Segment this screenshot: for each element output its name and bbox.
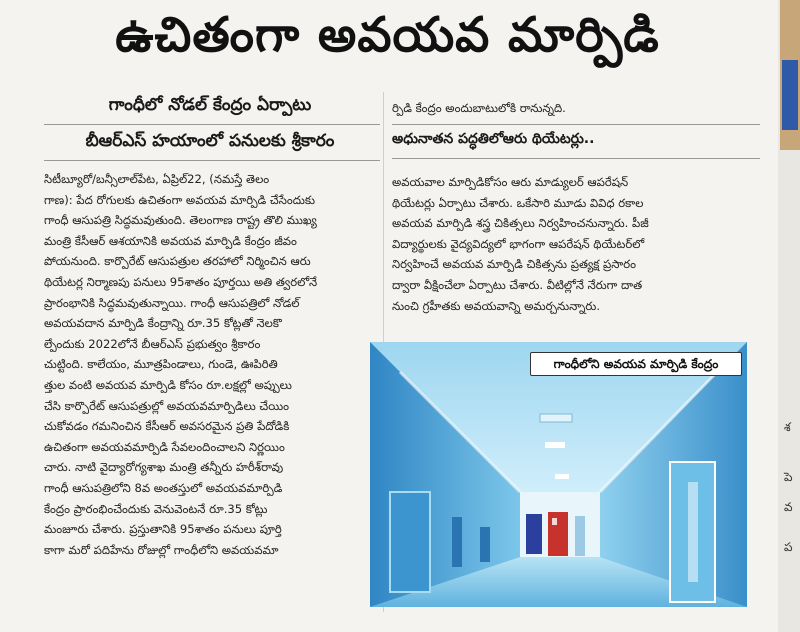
text-line: సిటీబ్యూరో/బన్సీలాల్‌పేట, ఏప్రిల్22, (నమస్తే తెలం: [44, 172, 270, 186]
adjacent-page-edge: [778, 0, 800, 632]
text-line: మంత్రి కేసీఆర్ ఆశయానికి అవయవ మార్పిడి కేంద్రం జీవం: [44, 233, 297, 248]
subhead-1: గాంధీలో నోడల్ కేంద్రం ఏర్పాటు: [108, 95, 312, 115]
edge-glyph: పె: [784, 470, 793, 484]
text-line: ల్పేందుకు 2022లోనే బీఆర్ఎస్ ప్రభుత్వం శ్రీకారం: [44, 336, 261, 351]
text-line: ర్పిడి కేంద్రం అందుబాటులోకి రానున్నది.: [392, 101, 566, 115]
edge-glyph: శ: [784, 420, 791, 434]
text-line: ద్వారా వీక్షించేలా ఏర్పాటు చేశారు. వీటిల్లోనే నేరుగా దాత: [392, 277, 643, 292]
text-line: థియేటర్ల నిర్మాణపు పనులు 95శాతం పూర్తయి అతి త్వరలోనే: [44, 274, 318, 289]
photo-caption: గాంధీలోని అవయవ మార్పిడి కేంద్రం: [530, 352, 742, 376]
text-line: ఉచితంగా అవయవమార్పిడి సేవలందించాలని నిర్ణయిం: [44, 439, 285, 454]
subhead-2: బీఆర్ఎస్ హయాంలో పనులకు శ్రీకారం: [85, 131, 335, 151]
text-line: చారు. నాటి వైద్యారోగ్యశాఖ మంత్రి తన్నీరు హరీశ్‌రావు: [44, 460, 284, 475]
text-line: పోయనుంది. కార్పొరేట్ ఆసుపత్రుల తరహాలో నిర్మించిన ఆరు: [44, 254, 311, 269]
text-line: నిర్వహించే అవయవ మార్పిడి చికిత్సను ప్రత్యక్ష ప్రసారం: [392, 257, 636, 272]
text-line: ప్రారంభానికి సిద్ధమవుతున్నాయి. గాంధీ ఆసుపత్రిలో నోడల్: [44, 295, 300, 310]
right-subhead: అధునాతన పద్ధతిలోఆరు థియేటర్లు..: [392, 131, 595, 147]
subhead-rule: [44, 124, 380, 125]
adjacent-photo-edge: [782, 60, 798, 130]
subhead-rule: [44, 160, 380, 161]
edge-glyph: వ: [784, 500, 793, 514]
hospital-corridor-photo: [370, 342, 747, 607]
text-line: థియేటర్లు ఏర్పాటు చేశారు. ఒకేసారి మూడు వివిధ రకాల: [392, 195, 644, 210]
text-line: చుట్టింది. కాలేయం, మూత్రపిండాలు, గుండె, ఊపిరితి: [44, 357, 278, 372]
text-line: చుకోవడం గమనించిన కేసీఆర్ అవసరమైన ప్రతి పేదోడికి: [44, 419, 290, 434]
right-column-continuation: [392, 98, 760, 122]
headline: ఉచితంగా అవయవ మార్పిడి: [115, 7, 660, 63]
text-line: కాగా మరో పదిహేను రోజుల్లో గాంధీలోని అవయవమా: [44, 542, 279, 557]
text-line: చేసి కార్పొరేట్ ఆసుపత్రుల్లో అవయవమార్పిడిలు చేయిం: [44, 398, 290, 413]
text-line: విద్యార్థులకు వైద్యవిద్యలో భాగంగా ఆపరేషన్ థియేటర్‌లో: [392, 236, 645, 251]
text-line: త్తుల వంటి అవయవ మార్పిడి కోసం రూ.లక్షల్లో అప్పులు: [44, 377, 292, 392]
edge-glyph: ప: [784, 540, 793, 554]
subhead-rule: [392, 158, 760, 159]
text-line: అవయవదాన మార్పిడి కేంద్రాన్ని రూ.35 కోట్లతో నెలకొ: [44, 316, 282, 331]
text-line: గాంధీ ఆసుపత్రిలోని 8వ అంతస్తులో అవయవమార్పిడి: [44, 480, 283, 495]
left-column-text: [44, 169, 378, 609]
text-line: కేంద్రం ప్రారంభించేందుకు వెనువెంటనే రూ.35 కోట్లు: [44, 501, 268, 516]
right-column-text: [392, 172, 760, 332]
subhead-rule: [392, 124, 760, 125]
text-line: మంజూరు చేశారు. ప్రస్తుతానికి 95శాతం పనులు పూర్తి: [44, 522, 282, 537]
text-line: గాంధీ ఆసుపత్రి సిద్ధమవుతుంది. తెలంగాణ రాష్ట్ర తొలి ముఖ్య: [44, 213, 317, 228]
text-line: అవయవాల మార్పిడికోసం ఆరు మాడ్యులర్ ఆపరేషన్: [392, 175, 629, 189]
text-line: అవయవ మార్పిడి శస్త్ర చికిత్సలు నిర్వహించనున్నారు. పీజీ: [392, 216, 649, 231]
text-line: గాణ): పేద రోగులకు ఉచితంగా అవయవ మార్పిడి చేసేందుకు: [44, 192, 315, 207]
corridor-illustration: [370, 342, 747, 607]
text-line: నుంచి గ్రహీతకు అవయవాన్ని అమర్చనున్నారు.: [392, 298, 600, 313]
